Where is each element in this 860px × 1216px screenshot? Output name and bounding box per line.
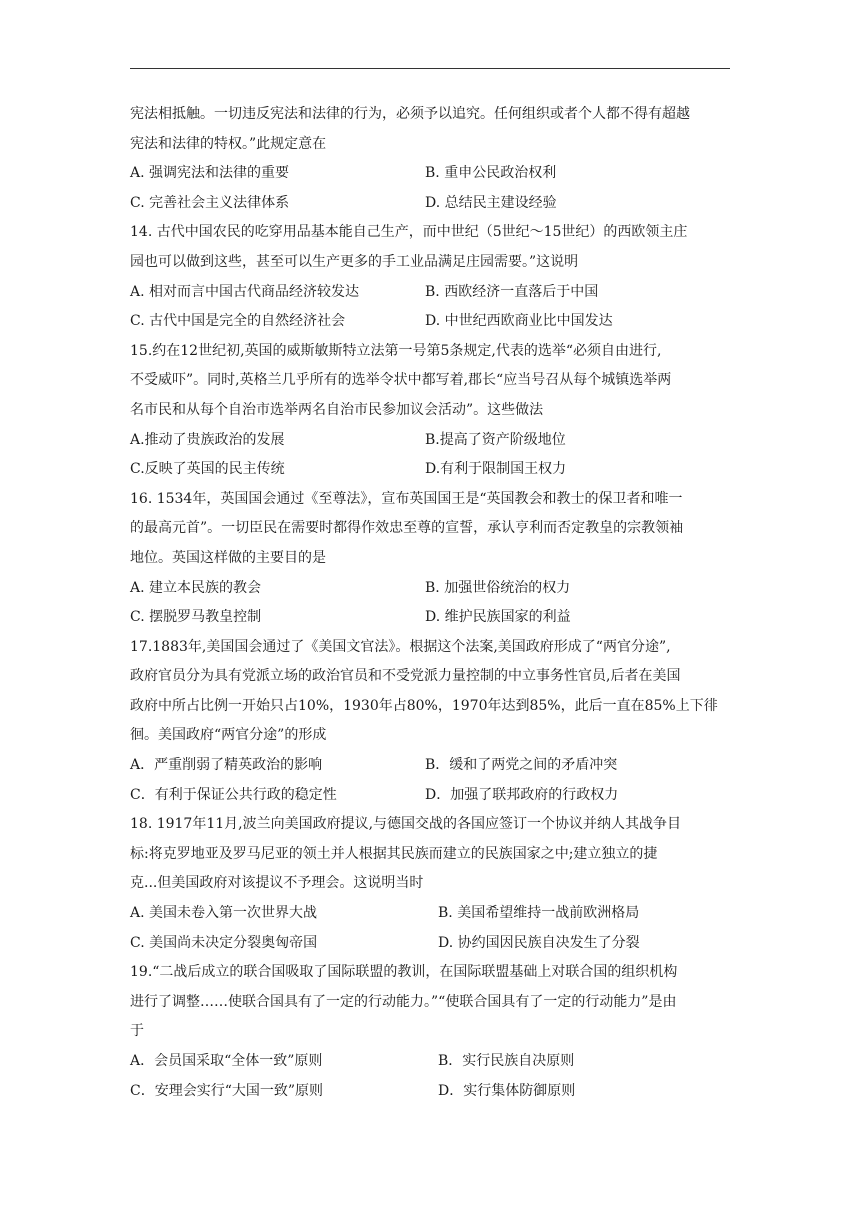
option-c: C.反映了英国的民主传统 [130,461,285,478]
option-d: D．实行集体防御原则 [438,1082,576,1099]
question-19 [130,958,730,1106]
question-text-line: 19.“二战后成立的联合国吸取了国际联盟的教训，在国际联盟基础上对联合国的组织机构 [130,964,678,981]
option-b: B. 西欧经济一直落后于中国 [425,283,599,300]
option-row [130,189,730,219]
option-d: D. 总结民主建设经验 [425,194,557,211]
option-d: D.有利于限制国王权力 [425,461,567,478]
option-b: B．实行民族自决原则 [438,1053,575,1069]
question-17 [130,633,730,811]
option-a: A. 美国未卷入第一次世界大战 [130,905,318,922]
question-text-line: 14. 古代中国农民的吃穿用品基本能自己生产，而中世纪（5世纪～15世纪）的西欧领主庄 [130,224,688,241]
option-row [130,159,730,189]
option-a: A. 强调宪法和法律的重要 [130,165,290,182]
option-row [130,899,730,929]
question-text-line: 园也可以做到这些，甚至可以生产更多的手工业品满足庄园需要。”这说明 [130,253,579,270]
question-16 [130,485,730,633]
question-text-line: 宪法相抵触。一切违反宪法和法律的行为，必须予以追究。任何组织或者个人都不得有超越 [130,106,690,122]
question-text-line: 政府官员分为具有党派立场的政治官员和不受党派力量控制的中立事务性官员,后者在美国 [130,668,681,685]
question-text-line: 地位。英国这样做的主要目的是 [130,549,326,566]
option-c: C. 摆脱罗马教皇控制 [130,609,262,626]
option-row [130,929,730,959]
option-row [130,781,730,811]
option-d: D．加强了联邦政府的行政权力 [425,786,619,803]
option-row [130,1047,730,1077]
question-text-line: 徊。美国政府“两官分途”的形成 [130,727,327,744]
option-row [130,426,730,456]
question-13 [130,100,730,218]
option-row [130,278,730,308]
option-b: B.提高了资产阶级地位 [425,431,566,448]
option-row [130,307,730,337]
option-d: D. 协约国因民族自决发生了分裂 [438,934,640,951]
question-text-line: 克...但美国政府对该提议不予理会。这说明当时 [130,875,424,892]
header-rule [130,68,730,69]
question-text-line: 标:将克罗地亚及罗马尼亚的领土并人根据其民族而建立的民族国家之中;建立独立的捷 [130,845,658,862]
option-a: A. 建立本民族的教会 [130,579,262,596]
question-14 [130,218,730,336]
question-text-line: 于 [130,1023,144,1040]
question-15 [130,337,730,485]
question-text-line: 宪法和法律的特权。”此规定意在 [130,135,327,152]
option-row [130,574,730,604]
question-text-line: 政府中所占比例一开始只占10%，1930年占80%，1970年达到85%，此后一直在85%上下徘 [130,697,718,714]
option-c: C．安理会实行“大国一致”原则 [130,1082,324,1099]
question-text-line: 17.1883年,美国国会通过了《美国文官法》。根据这个法案,美国政府形成了“两官分途”, [130,638,671,655]
option-c: C. 古代中国是完全的自然经济社会 [130,313,346,330]
question-18 [130,810,730,958]
option-c: C. 完善社会主义法律体系 [130,194,290,211]
option-b: B. 美国希望维持一战前欧洲格局 [438,905,640,922]
question-text-line: 名市民和从每个自治市选举两名自治市民参加议会活动”。这些做法 [130,401,544,418]
option-row [130,603,730,633]
question-text-line: 进行了调整……使联合国具有了一定的行动能力。”“使联合国具有了一定的行动能力”是由 [130,993,677,1010]
question-text-line: 16. 1534年，英国国会通过《至尊法》，宣布英国国王是“英国教会和教士的保卫者和唯一 [130,490,683,507]
option-a: A．严重削弱了精英政治的影响 [130,757,323,774]
option-a: A.推动了贵族政治的发展 [130,431,285,448]
option-row [130,1077,730,1107]
option-row [130,751,730,781]
question-text-line: 15.约在12世纪初,英国的威斯敏斯特立法第一号第5条规定,代表的选举“必须自由进行, [130,342,662,359]
option-b: B. 重申公民政治权利 [425,165,557,182]
option-c: C. 美国尚未决定分裂奥匈帝国 [130,934,318,951]
option-b: B. 加强世俗统治的权力 [425,579,571,596]
option-row [130,455,730,485]
option-a: A．会员国采取“全体一致”原则 [130,1053,323,1069]
option-c: C．有利于保证公共行政的稳定性 [130,786,337,803]
question-text-line: 18. 1917年11月,波兰向美国政府提议,与德国交战的各国应签订一个协议并纳人其战争目 [130,816,682,833]
option-a: A. 相对而言中国古代商品经济较发达 [130,283,360,300]
option-d: D. 中世纪西欧商业比中国发达 [425,313,613,330]
question-text-line: 的最高元首”。一切臣民在需要时都得作效忠至尊的宣誓，承认亨利而否定教皇的宗教领袖 [130,520,684,537]
option-b: B．缓和了两党之间的矛盾冲突 [425,757,618,774]
questions-body [130,100,730,1106]
option-d: D. 维护民族国家的利益 [425,609,571,626]
question-text-line: 不受威吓”。同时,英格兰几乎所有的选举令状中都写着,郡长“应当号召从每个城镇选举两 [130,372,672,389]
